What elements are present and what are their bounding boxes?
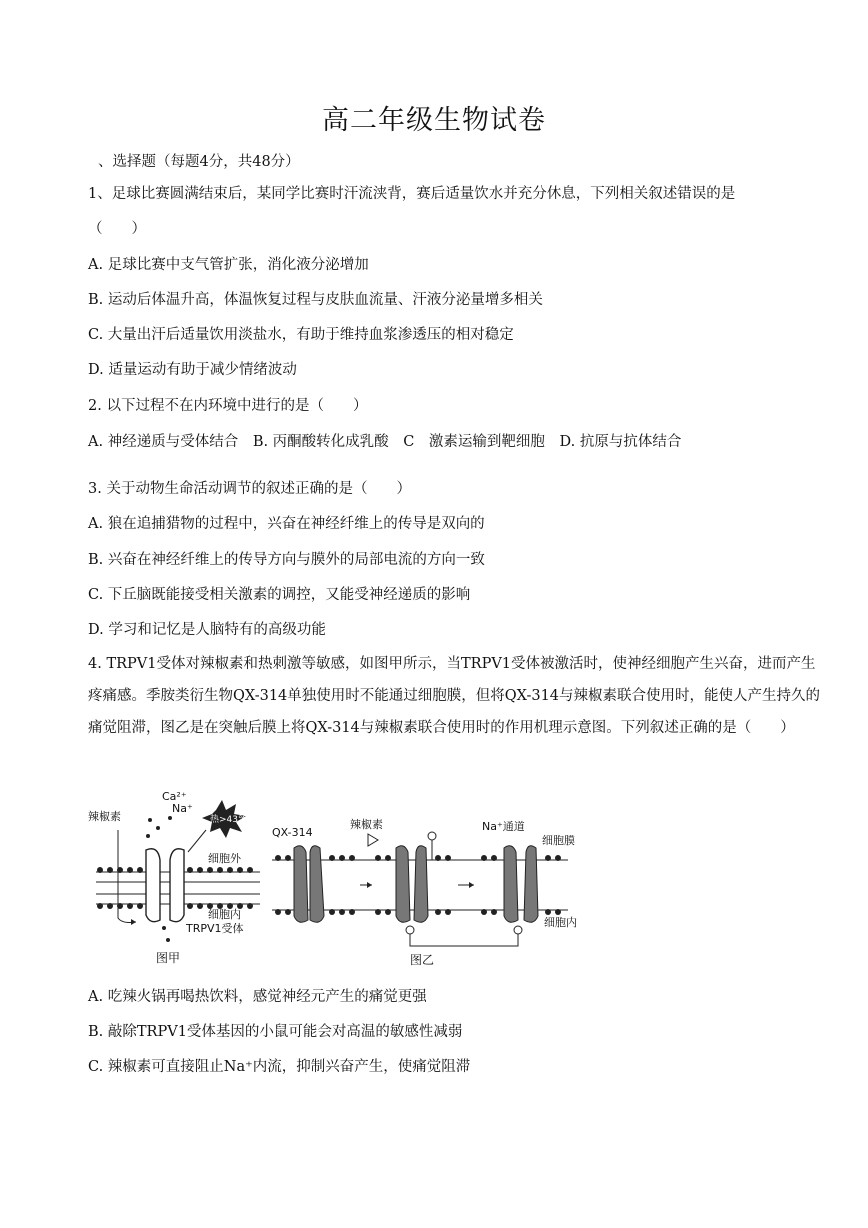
q3-option-b: B. 兴奋在神经纤维上的传导方向与膜外的局部电流的方向一致	[88, 552, 485, 568]
q1-option-b: B. 运动后体温升高，体温恢复过程与皮肤血流量、汗液分泌量增多相关	[88, 292, 543, 308]
figure-jia-caption: 图甲	[156, 951, 181, 965]
q2-options	[88, 430, 691, 451]
figure-jia	[88, 790, 268, 970]
yi-capsaicin-label: 辣椒素	[350, 818, 383, 831]
q2-option-b: B. 丙酮酸转化成乳酸	[252, 434, 389, 450]
q1-option-a: A. 足球比赛中支气管扩张，消化液分泌增加	[88, 257, 369, 273]
heat-label: 热>43℃	[210, 815, 249, 825]
q1-stem: 1、足球比赛圆满结束后，某同学比赛时汗流浃背，赛后适量饮水并充分休息，下列相关叙述错误的是	[88, 186, 736, 202]
yi-inside-label: 细胞内	[544, 916, 577, 929]
q3-option-c: C. 下丘脑既能接受相关激素的调控，又能受神经递质的影响	[88, 587, 471, 603]
membrane-label: 细胞膜	[542, 834, 575, 847]
na-ion-label: Na⁺	[172, 802, 193, 815]
q1-option-d: D. 适量运动有助于减少情绪波动	[88, 362, 297, 378]
q3-stem: 3. 关于动物生命活动调节的叙述正确的是（ ）	[88, 481, 411, 497]
q2-stem: 2. 以下过程不在内环境中进行的是（ ）	[88, 398, 368, 414]
q4-option-a: A. 吃辣火锅再喝热饮料，感觉神经元产生的痛觉更强	[88, 989, 427, 1005]
q4-stem: 4. TRPV1受体对辣椒素和热刺激等敏感，如图甲所示，当TRPV1受体被激活时，使神经细胞产生兴奋，进而产生疼痛感。季胺类衍生物QX-314单独使用时不能通过细胞膜，但将QX-314与辣椒素联合使用时，能使人产生持久的痛觉阻滞，图乙是在突触后膜上将QX-314与辣椒素联合使用时的作用机理示意图。下列叙述正确的是（ ）	[88, 656, 821, 736]
inside-label: 细胞内	[208, 908, 241, 921]
q1-option-c: C. 大量出汗后适量饮用淡盐水，有助于维持血浆渗透压的相对稳定	[88, 327, 514, 343]
q2-option-d: D. 抗原与抗体结合	[559, 434, 682, 450]
ca-ion-label: Ca²⁺	[162, 790, 187, 803]
q2-option-c: C 激素运输到靶细胞	[403, 434, 545, 450]
q3-option-a: A. 狼在追捕猎物的过程中，兴奋在神经纤维上的传导是双向的	[88, 516, 485, 532]
q2-option-a: A. 神经递质与受体结合	[88, 434, 239, 450]
na-channel-label: Na⁺通道	[482, 820, 525, 833]
section-heading: 、选择题（每题4分，共48分）	[98, 154, 300, 170]
outside-label: 细胞外	[208, 852, 241, 865]
q1-answer-paren: （ ）	[88, 221, 146, 237]
q4-option-c: C. 辣椒素可直接阻止Na⁺内流，抑制兴奋产生，使痛觉阻滞	[88, 1059, 471, 1075]
page-title: 高二年级生物试卷	[322, 105, 546, 136]
figure-yi	[268, 790, 586, 970]
trpv1-label: TRPV1受体	[186, 922, 244, 935]
q4-option-b: B. 敲除TRPV1受体基因的小鼠可能会对高温的敏感性减弱	[88, 1024, 463, 1040]
q3-option-d: D. 学习和记忆是人脑特有的高级功能	[88, 622, 326, 638]
capsaicin-label: 辣椒素	[88, 810, 121, 823]
qx314-label: QX-314	[272, 826, 313, 839]
figure-yi-caption: 图乙	[410, 953, 435, 967]
